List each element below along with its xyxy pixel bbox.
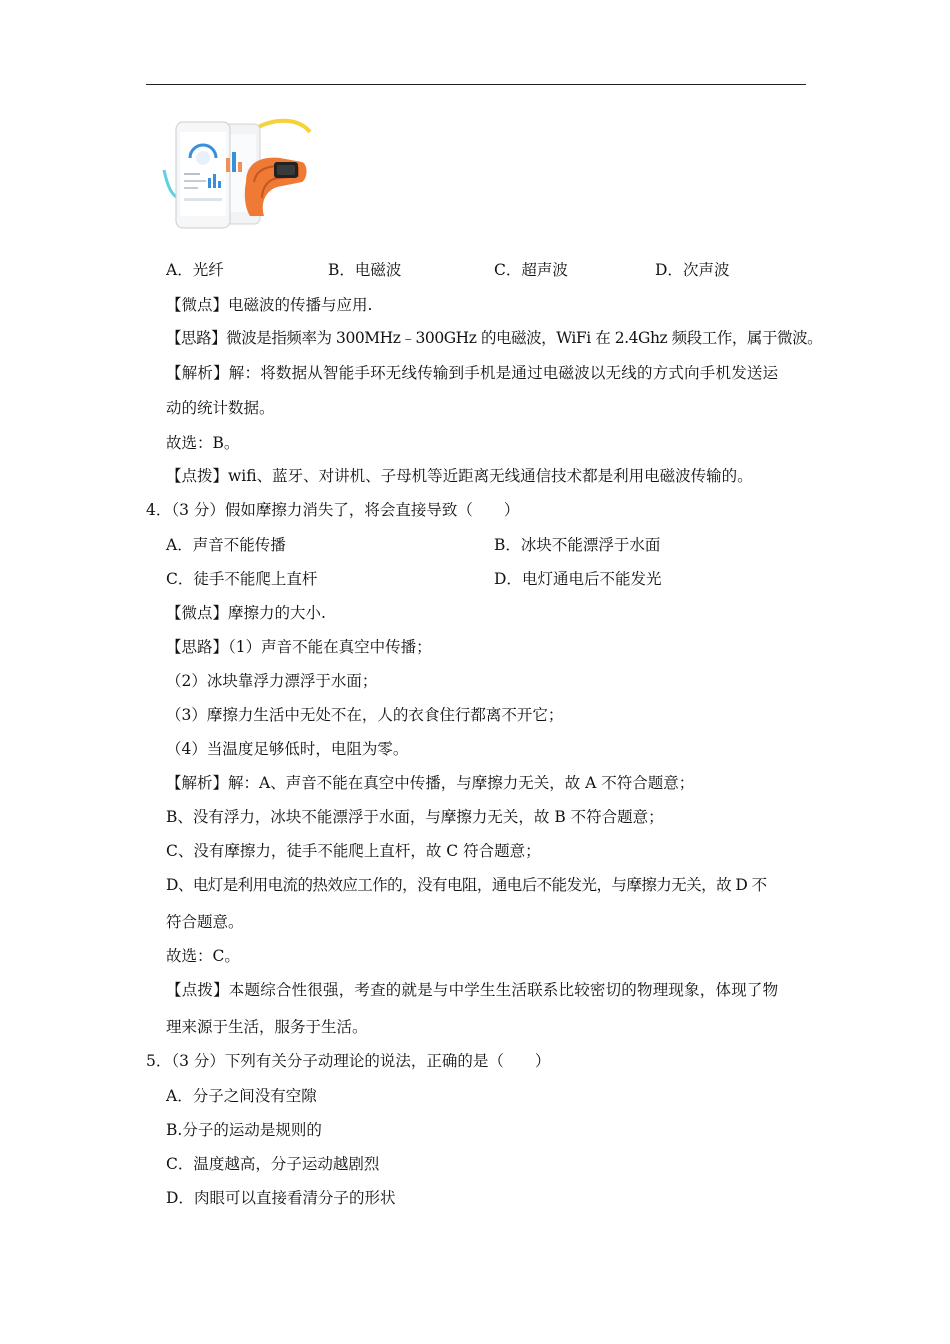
- q3-idea: 【思路】微波是指频率为 300MHz﹣300GHz 的电磁波，WiFi 在 2.4Ghz 频段工作，属于微波。: [166, 329, 823, 347]
- q4-stem: 4．（3 分）假如摩擦力消失了，将会直接导致（ ）: [146, 501, 520, 519]
- q4-analysis-line: D、电灯是利用电流的热效应工作的，没有电阻，通电后不能发光，与摩擦力无关，故 D 不: [166, 876, 767, 894]
- q3-option-c: C．超声波: [494, 261, 568, 279]
- q4-tip-line-2: 理来源于生活，服务于生活。: [166, 1018, 368, 1036]
- q4-analysis-line: 【解析】解：A、声音不能在真空中传播，与摩擦力无关，故 A 不符合题意；: [166, 774, 695, 792]
- q4-analysis-line: 符合题意。: [166, 913, 244, 931]
- q4-analysis-line: C、没有摩擦力，徒手不能爬上直杆，故 C 符合题意；: [166, 842, 541, 860]
- q5-option-d: D．肉眼可以直接看清分子的形状: [166, 1189, 396, 1207]
- q5-stem: 5．（3 分）下列有关分子动理论的说法，正确的是（ ）: [146, 1052, 551, 1070]
- q3-tip: 【点拨】wifi、蓝牙、对讲机、子母机等近距离无线通信技术都是利用电磁波传输的。: [166, 467, 753, 485]
- q5-option-c: C．温度越高，分子运动越剧烈: [166, 1155, 380, 1173]
- q4-analysis-line: B、没有浮力，冰块不能漂浮于水面，与摩擦力无关，故 B 不符合题意；: [166, 808, 664, 826]
- q3-analysis-line-1: 【解析】解：将数据从智能手环无线传输到手机是通过电磁波以无线的方式向手机发送运: [166, 364, 779, 382]
- q4-option-d: D．电灯通电后不能发光: [494, 570, 662, 588]
- q5-option-a: A．分子之间没有空隙: [166, 1087, 317, 1105]
- q4-tip-line-1: 【点拨】本题综合性很强，考查的就是与中学生生活联系比较密切的物理现象，体现了物: [166, 981, 779, 999]
- q3-option-a: A．光纤: [166, 261, 224, 279]
- q3-option-d: D．次声波: [655, 261, 730, 279]
- q4-idea-line: （3）摩擦力生活中无处不在，人的衣食住行都离不开它；: [166, 706, 564, 724]
- q4-option-c: C．徒手不能爬上直杆: [166, 570, 318, 588]
- q4-option-b: B．冰块不能漂浮于水面: [494, 536, 661, 554]
- q3-point: 【微点】电磁波的传播与应用.: [166, 296, 373, 314]
- q3-option-b: B．电磁波: [328, 261, 402, 279]
- q5-option-b: B.分子的运动是规则的: [166, 1121, 322, 1139]
- q4-point: 【微点】摩擦力的大小.: [166, 604, 326, 622]
- q3-analysis-line-2: 动的统计数据。: [166, 399, 275, 417]
- smart-band-and-phones-image: [162, 118, 312, 233]
- q4-option-a: A．声音不能传播: [166, 536, 286, 554]
- q4-idea-line: （4）当温度足够低时，电阻为零。: [166, 740, 409, 758]
- q4-answer: 故选：C。: [166, 947, 240, 965]
- q4-idea-line: 【思路】（1）声音不能在真空中传播；: [166, 638, 432, 656]
- header-rule: [146, 84, 806, 85]
- q4-idea-line: （2）冰块靠浮力漂浮于水面；: [166, 672, 378, 690]
- q3-answer: 故选：B。: [166, 434, 240, 452]
